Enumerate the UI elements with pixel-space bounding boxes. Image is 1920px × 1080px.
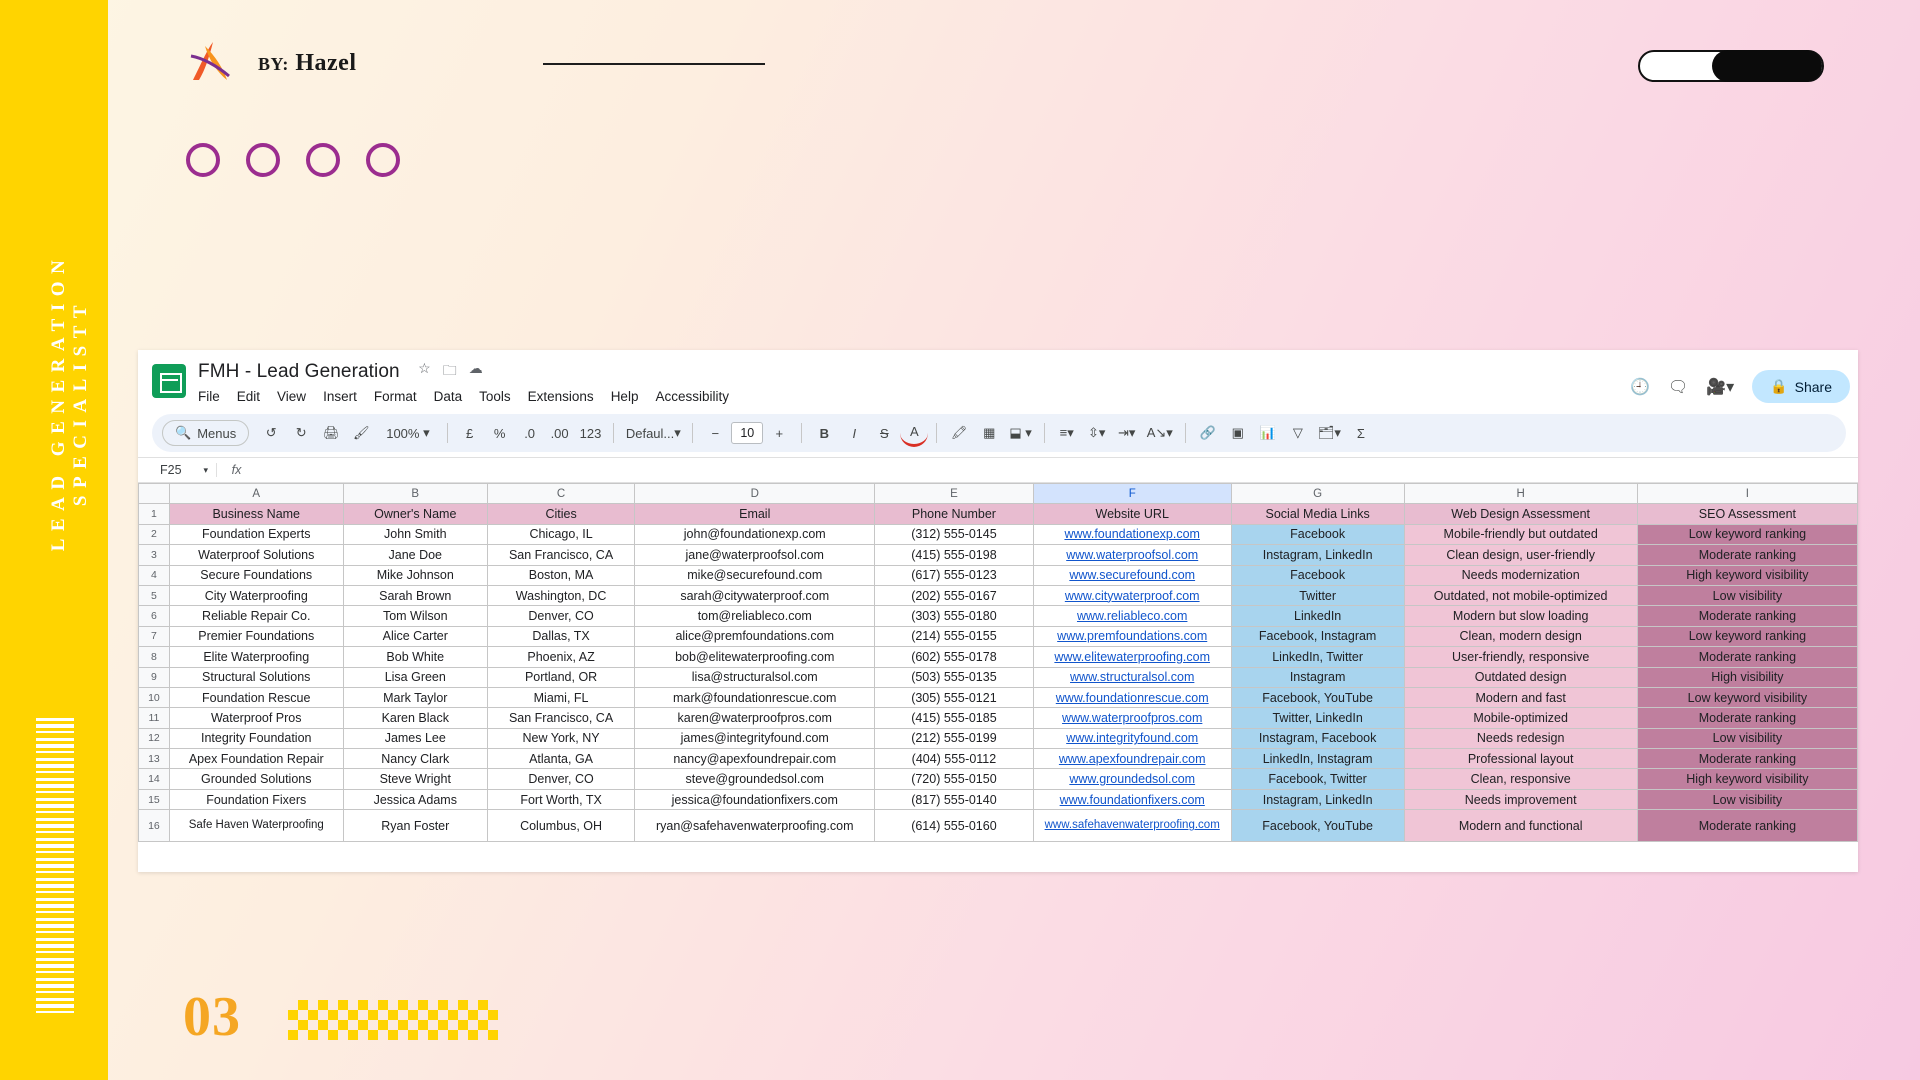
website-link[interactable]: www.premfoundations.com bbox=[1057, 629, 1208, 644]
table-row bbox=[139, 667, 1858, 687]
row-header-1[interactable]: 1 bbox=[139, 504, 170, 524]
circle-4 bbox=[366, 143, 400, 177]
website-link[interactable]: www.apexfoundrepair.com bbox=[1058, 751, 1206, 766]
cell-website-url[interactable] bbox=[1033, 667, 1231, 687]
italic-button[interactable]: I bbox=[852, 425, 857, 441]
percent-format-button[interactable]: % bbox=[493, 425, 506, 441]
cell-web-design-assessment[interactable]: Modern and fast bbox=[1404, 687, 1637, 707]
cell-business-name[interactable]: City Waterproofing bbox=[169, 585, 343, 605]
menu-help[interactable]: Help bbox=[610, 389, 639, 404]
cell-business-name[interactable]: Elite Waterproofing bbox=[169, 647, 343, 667]
menu-format[interactable]: Format bbox=[373, 389, 417, 404]
formula-bar bbox=[138, 457, 1858, 483]
cloud-saved-icon[interactable]: ☁ bbox=[468, 360, 483, 376]
website-link[interactable]: www.elitewaterproofing.com bbox=[1054, 649, 1211, 664]
table-row bbox=[139, 545, 1858, 565]
decrease-decimal-button[interactable]: .0 bbox=[524, 425, 536, 441]
cell-seo-assessment[interactable]: Moderate ranking bbox=[1637, 708, 1857, 728]
header-web-design-assessment[interactable]: Web Design Assessment bbox=[1404, 504, 1637, 524]
currency-format-button[interactable]: £ bbox=[465, 425, 474, 441]
filter-icon[interactable]: ▽ bbox=[1292, 425, 1303, 440]
cell-phone-number[interactable]: (602) 555-0178 bbox=[875, 647, 1033, 667]
cell-seo-assessment[interactable]: Low keyword visibility bbox=[1637, 687, 1857, 707]
table-row bbox=[139, 626, 1858, 646]
cell-phone-number[interactable]: (312) 555-0145 bbox=[875, 524, 1033, 544]
sigma-icon[interactable]: Σ bbox=[1356, 425, 1365, 441]
cell-cities[interactable]: Boston, MA bbox=[487, 565, 634, 585]
version-history-icon[interactable]: 🕘 bbox=[1630, 378, 1650, 396]
cell-social-media-links[interactable]: Facebook, Instagram bbox=[1231, 626, 1404, 646]
cell-owners-name[interactable]: Bob White bbox=[343, 647, 487, 667]
cell-social-media-links[interactable]: Twitter bbox=[1231, 585, 1404, 605]
name-box[interactable] bbox=[138, 463, 216, 477]
insert-link-icon[interactable]: 🔗 bbox=[1199, 425, 1216, 440]
header-phone-number[interactable]: Phone Number bbox=[875, 504, 1033, 524]
table-row bbox=[139, 647, 1858, 667]
column-header-row bbox=[139, 484, 1858, 504]
cell-social-media-links[interactable]: Facebook, YouTube bbox=[1231, 810, 1404, 842]
circle-3 bbox=[306, 143, 340, 177]
cell-cities[interactable]: Atlanta, GA bbox=[487, 749, 634, 769]
redo-icon[interactable]: ↻ bbox=[295, 425, 307, 440]
brand-logo-icon bbox=[183, 36, 237, 90]
cell-web-design-assessment[interactable]: Professional layout bbox=[1404, 749, 1637, 769]
cell-seo-assessment[interactable]: High visibility bbox=[1637, 667, 1857, 687]
header-website-url[interactable]: Website URL bbox=[1033, 504, 1231, 524]
cell-website-url[interactable] bbox=[1033, 749, 1231, 769]
cell-web-design-assessment[interactable]: Clean, responsive bbox=[1404, 769, 1637, 789]
cell-email[interactable]: james@integrityfound.com bbox=[635, 728, 875, 748]
slide-side-title: LEAD GENERATION SPECIALISTT bbox=[48, 252, 91, 552]
cell-website-url[interactable] bbox=[1033, 626, 1231, 646]
cell-business-name[interactable]: Apex Foundation Repair bbox=[169, 749, 343, 769]
cell-cities[interactable]: San Francisco, CA bbox=[487, 545, 634, 565]
cell-social-media-links[interactable]: LinkedIn bbox=[1231, 606, 1404, 626]
cell-business-name[interactable]: Integrity Foundation bbox=[169, 728, 343, 748]
table-row bbox=[139, 708, 1858, 728]
row-header-6[interactable]: 6 bbox=[139, 606, 170, 626]
cell-social-media-links[interactable]: LinkedIn, Twitter bbox=[1231, 647, 1404, 667]
cell-cities[interactable]: Dallas, TX bbox=[487, 626, 634, 646]
vertical-align-icon[interactable]: ⇳▾ bbox=[1088, 425, 1106, 440]
cell-email[interactable]: jessica@foundationfixers.com bbox=[635, 789, 875, 809]
cell-cities[interactable]: Washington, DC bbox=[487, 585, 634, 605]
cell-web-design-assessment[interactable]: User-friendly, responsive bbox=[1404, 647, 1637, 667]
strikethrough-button[interactable]: S bbox=[879, 425, 889, 441]
spreadsheet-body bbox=[139, 524, 1858, 841]
row-header-15[interactable]: 15 bbox=[139, 789, 170, 809]
document-title[interactable]: FMH - Lead Generation bbox=[198, 361, 400, 382]
star-icon[interactable]: ☆ bbox=[418, 360, 431, 376]
cell-website-url[interactable] bbox=[1033, 769, 1231, 789]
more-formats-button[interactable]: 123 bbox=[579, 425, 602, 441]
cell-social-media-links[interactable]: Instagram, LinkedIn bbox=[1231, 545, 1404, 565]
cell-web-design-assessment[interactable]: Mobile-friendly but outdated bbox=[1404, 524, 1637, 544]
website-link[interactable]: www.waterproofpros.com bbox=[1062, 710, 1203, 725]
cell-web-design-assessment[interactable]: Needs improvement bbox=[1404, 789, 1637, 809]
cell-website-url[interactable] bbox=[1033, 524, 1231, 544]
cell-business-name[interactable]: Secure Foundations bbox=[169, 565, 343, 585]
toggle-knob bbox=[1712, 50, 1822, 82]
cell-web-design-assessment[interactable]: Clean, modern design bbox=[1404, 626, 1637, 646]
search-icon: 🔍 bbox=[175, 425, 192, 440]
cell-owners-name[interactable]: James Lee bbox=[343, 728, 487, 748]
horizontal-align-icon[interactable]: ≡▾ bbox=[1059, 425, 1074, 440]
cell-business-name[interactable]: Reliable Repair Co. bbox=[169, 606, 343, 626]
name-box-value: F25 bbox=[160, 463, 182, 477]
cell-phone-number[interactable]: (614) 555-0160 bbox=[875, 810, 1033, 842]
row-header-3[interactable]: 3 bbox=[139, 545, 170, 565]
cell-business-name[interactable]: Safe Haven Waterproofing bbox=[169, 810, 343, 842]
fill-color-icon[interactable]: 🖍 bbox=[951, 425, 968, 440]
google-sheets-window bbox=[138, 350, 1858, 872]
cell-seo-assessment[interactable]: Moderate ranking bbox=[1637, 545, 1857, 565]
lock-icon: 🔒 bbox=[1770, 378, 1788, 394]
font-family-value: Defaul... bbox=[625, 425, 675, 441]
increase-font-size-button[interactable]: + bbox=[775, 425, 784, 441]
cell-web-design-assessment[interactable]: Modern but slow loading bbox=[1404, 606, 1637, 626]
cell-phone-number[interactable]: (415) 555-0185 bbox=[875, 708, 1033, 728]
cell-website-url[interactable] bbox=[1033, 687, 1231, 707]
chevron-down-icon[interactable]: ▾ bbox=[203, 464, 208, 475]
undo-icon[interactable]: ↺ bbox=[265, 425, 277, 440]
cell-social-media-links[interactable]: LinkedIn, Instagram bbox=[1231, 749, 1404, 769]
menu-file[interactable]: File bbox=[198, 389, 220, 404]
cell-email[interactable]: lisa@structuralsol.com bbox=[635, 667, 875, 687]
cell-owners-name[interactable]: Steve Wright bbox=[343, 769, 487, 789]
cell-social-media-links[interactable]: Instagram, LinkedIn bbox=[1231, 789, 1404, 809]
row-header-14[interactable]: 14 bbox=[139, 769, 170, 789]
cell-email[interactable]: steve@groundedsol.com bbox=[635, 769, 875, 789]
cell-owners-name[interactable]: Mark Taylor bbox=[343, 687, 487, 707]
cell-email[interactable]: mike@securefound.com bbox=[635, 565, 875, 585]
cell-cities[interactable]: Denver, CO bbox=[487, 606, 634, 626]
cell-social-media-links[interactable]: Facebook bbox=[1231, 565, 1404, 585]
header-business-name[interactable]: Business Name bbox=[169, 504, 343, 524]
cell-phone-number[interactable]: (303) 555-0180 bbox=[875, 606, 1033, 626]
cell-owners-name[interactable]: Karen Black bbox=[343, 708, 487, 728]
menu-insert[interactable]: Insert bbox=[323, 389, 357, 404]
table-row bbox=[139, 585, 1858, 605]
cell-cities[interactable]: Columbus, OH bbox=[487, 810, 634, 842]
toolbar-separator-3 bbox=[692, 423, 693, 443]
cell-email[interactable]: alice@premfoundations.com bbox=[635, 626, 875, 646]
cell-web-design-assessment[interactable]: Modern and functional bbox=[1404, 810, 1637, 842]
cell-owners-name[interactable]: Ryan Foster bbox=[343, 810, 487, 842]
checker-decoration bbox=[288, 1000, 498, 1040]
menu-extensions[interactable]: Extensions bbox=[527, 389, 594, 404]
cell-website-url[interactable] bbox=[1033, 728, 1231, 748]
fx-icon: fx bbox=[216, 463, 256, 477]
cell-cities[interactable]: Portland, OR bbox=[487, 667, 634, 687]
header-rule bbox=[543, 63, 765, 65]
website-link[interactable]: www.foundationrescue.com bbox=[1055, 690, 1209, 705]
cell-email[interactable]: john@foundationexp.com bbox=[635, 524, 875, 544]
toolbar-separator-4 bbox=[801, 423, 802, 443]
website-link[interactable]: www.waterproofsol.com bbox=[1066, 547, 1199, 562]
cell-web-design-assessment[interactable]: Outdated design bbox=[1404, 667, 1637, 687]
cell-phone-number[interactable]: (404) 555-0112 bbox=[875, 749, 1033, 769]
menu-view[interactable]: View bbox=[277, 389, 307, 404]
share-button[interactable] bbox=[1752, 370, 1850, 403]
zoom-value: 100% bbox=[386, 425, 420, 441]
cell-business-name[interactable]: Structural Solutions bbox=[169, 667, 343, 687]
menu-bar bbox=[198, 389, 729, 404]
website-link[interactable]: www.foundationfixers.com bbox=[1059, 792, 1205, 807]
cell-phone-number[interactable]: (202) 555-0167 bbox=[875, 585, 1033, 605]
cell-phone-number[interactable]: (214) 555-0155 bbox=[875, 626, 1033, 646]
circle-1 bbox=[186, 143, 220, 177]
toolbar-separator-5 bbox=[936, 423, 937, 443]
cell-phone-number[interactable]: (720) 555-0150 bbox=[875, 769, 1033, 789]
cell-owners-name[interactable]: Alice Carter bbox=[343, 626, 487, 646]
cell-social-media-links[interactable]: Facebook, Twitter bbox=[1231, 769, 1404, 789]
zoom-control[interactable]: 100% ▾ bbox=[386, 425, 430, 441]
cell-email[interactable]: bob@elitewaterproofing.com bbox=[635, 647, 875, 667]
cell-website-url[interactable] bbox=[1033, 810, 1231, 842]
cell-email[interactable]: nancy@apexfoundrepair.com bbox=[635, 749, 875, 769]
cell-business-name[interactable]: Foundation Fixers bbox=[169, 789, 343, 809]
cell-cities[interactable]: New York, NY bbox=[487, 728, 634, 748]
share-button-label: Share bbox=[1794, 378, 1832, 395]
menu-accessibility[interactable]: Accessibility bbox=[655, 389, 729, 404]
header-cities[interactable]: Cities bbox=[487, 504, 634, 524]
byline-name: Hazel bbox=[295, 50, 357, 76]
cell-website-url[interactable] bbox=[1033, 565, 1231, 585]
circle-decorations bbox=[186, 143, 400, 177]
cell-seo-assessment[interactable]: Low visibility bbox=[1637, 728, 1857, 748]
cell-email[interactable]: tom@reliableco.com bbox=[635, 606, 875, 626]
table-row bbox=[139, 687, 1858, 707]
cell-owners-name[interactable]: Tom Wilson bbox=[343, 606, 487, 626]
borders-icon[interactable]: ▦ bbox=[983, 425, 996, 440]
circle-2 bbox=[246, 143, 280, 177]
row-header-4[interactable]: 4 bbox=[139, 565, 170, 585]
title-icon-group bbox=[418, 360, 483, 384]
row-header-11[interactable]: 11 bbox=[139, 708, 170, 728]
cell-seo-assessment[interactable]: Moderate ranking bbox=[1637, 810, 1857, 842]
menus-label: Menus bbox=[197, 425, 237, 441]
cell-owners-name[interactable]: Nancy Clark bbox=[343, 749, 487, 769]
table-row bbox=[139, 524, 1858, 544]
sheets-app-icon bbox=[152, 364, 186, 398]
sheets-top-right-actions bbox=[1630, 370, 1850, 403]
website-link[interactable]: www.groundedsol.com bbox=[1069, 772, 1196, 787]
cell-seo-assessment[interactable]: Low visibility bbox=[1637, 585, 1857, 605]
cell-web-design-assessment[interactable]: Outdated, not mobile-optimized bbox=[1404, 585, 1637, 605]
meet-camera-icon[interactable]: 🎥▾ bbox=[1706, 378, 1735, 396]
column-header-d[interactable]: D bbox=[635, 484, 875, 504]
row-header-9[interactable]: 9 bbox=[139, 667, 170, 687]
column-header-g[interactable]: G bbox=[1231, 484, 1404, 504]
row-header-16[interactable]: 16 bbox=[139, 810, 170, 842]
website-link[interactable]: www.safehavenwaterproofing.com bbox=[1044, 819, 1220, 832]
cell-owners-name[interactable]: Mike Johnson bbox=[343, 565, 487, 585]
print-icon[interactable]: 🖨 bbox=[322, 425, 340, 440]
cell-email[interactable]: sarah@citywaterproof.com bbox=[635, 585, 875, 605]
cell-business-name[interactable]: Grounded Solutions bbox=[169, 769, 343, 789]
byline bbox=[258, 50, 357, 77]
cell-seo-assessment[interactable]: High keyword visibility bbox=[1637, 769, 1857, 789]
table-row bbox=[139, 728, 1858, 748]
cell-phone-number[interactable]: (212) 555-0199 bbox=[875, 728, 1033, 748]
cell-cities[interactable]: Phoenix, AZ bbox=[487, 647, 634, 667]
text-color-button[interactable]: A bbox=[900, 419, 928, 447]
column-header-e[interactable]: E bbox=[875, 484, 1033, 504]
row-header-10[interactable]: 10 bbox=[139, 687, 170, 707]
cell-email[interactable]: jane@waterproofsol.com bbox=[635, 545, 875, 565]
cell-owners-name[interactable]: Sarah Brown bbox=[343, 585, 487, 605]
cell-phone-number[interactable]: (617) 555-0123 bbox=[875, 565, 1033, 585]
table-header-row bbox=[139, 504, 1858, 524]
column-header-i[interactable]: I bbox=[1637, 484, 1857, 504]
row-header-12[interactable]: 12 bbox=[139, 728, 170, 748]
menu-edit[interactable]: Edit bbox=[236, 389, 261, 404]
toolbar-separator-2 bbox=[613, 423, 614, 443]
cell-phone-number[interactable]: (817) 555-0140 bbox=[875, 789, 1033, 809]
font-family-select[interactable]: Defaul... ▾ bbox=[625, 425, 681, 441]
cell-cities[interactable]: San Francisco, CA bbox=[487, 708, 634, 728]
header-toggle[interactable] bbox=[1638, 50, 1824, 82]
select-all-corner[interactable] bbox=[139, 484, 170, 504]
cell-website-url[interactable] bbox=[1033, 789, 1231, 809]
cell-social-media-links[interactable]: Facebook, YouTube bbox=[1231, 687, 1404, 707]
header-seo-assessment[interactable]: SEO Assessment bbox=[1637, 504, 1857, 524]
cell-web-design-assessment[interactable]: Needs redesign bbox=[1404, 728, 1637, 748]
row-header-8[interactable]: 8 bbox=[139, 647, 170, 667]
cell-web-design-assessment[interactable]: Needs modernization bbox=[1404, 565, 1637, 585]
column-header-h[interactable]: H bbox=[1404, 484, 1637, 504]
move-to-folder-icon[interactable]: 🗀 bbox=[442, 362, 457, 378]
menu-data[interactable]: Data bbox=[433, 389, 463, 404]
website-link[interactable]: www.reliableco.com bbox=[1076, 609, 1188, 624]
cell-website-url[interactable] bbox=[1033, 708, 1231, 728]
page-number: 03 bbox=[183, 986, 241, 1048]
header-owners-name[interactable]: Owner's Name bbox=[343, 504, 487, 524]
cell-owners-name[interactable]: John Smith bbox=[343, 524, 487, 544]
row-header-7[interactable]: 7 bbox=[139, 626, 170, 646]
table-row bbox=[139, 789, 1858, 809]
cell-seo-assessment[interactable]: Moderate ranking bbox=[1637, 647, 1857, 667]
byline-prefix: BY: bbox=[258, 54, 289, 74]
website-link[interactable]: www.citywaterproof.com bbox=[1064, 588, 1200, 603]
cell-social-media-links[interactable]: Instagram bbox=[1231, 667, 1404, 687]
cell-seo-assessment[interactable]: Low visibility bbox=[1637, 789, 1857, 809]
cell-seo-assessment[interactable]: High keyword visibility bbox=[1637, 565, 1857, 585]
cell-social-media-links[interactable]: Facebook bbox=[1231, 524, 1404, 544]
cell-owners-name[interactable]: Lisa Green bbox=[343, 667, 487, 687]
cell-email[interactable]: mark@foundationrescue.com bbox=[635, 687, 875, 707]
cell-seo-assessment[interactable]: Low keyword ranking bbox=[1637, 626, 1857, 646]
header-social-media-links[interactable]: Social Media Links bbox=[1231, 504, 1404, 524]
cell-business-name[interactable]: Foundation Experts bbox=[169, 524, 343, 544]
cell-owners-name[interactable]: Jessica Adams bbox=[343, 789, 487, 809]
column-header-c[interactable]: C bbox=[487, 484, 634, 504]
cell-phone-number[interactable]: (305) 555-0121 bbox=[875, 687, 1033, 707]
toolbar-separator-1 bbox=[447, 423, 448, 443]
website-link[interactable]: www.securefound.com bbox=[1069, 568, 1196, 583]
cell-cities[interactable]: Miami, FL bbox=[487, 687, 634, 707]
text-wrap-icon[interactable]: ⇥▾ bbox=[1118, 425, 1136, 440]
column-header-f[interactable]: F bbox=[1033, 484, 1231, 504]
cell-cities[interactable]: Denver, CO bbox=[487, 769, 634, 789]
cell-seo-assessment[interactable]: Moderate ranking bbox=[1637, 606, 1857, 626]
cell-phone-number[interactable]: (415) 555-0198 bbox=[875, 545, 1033, 565]
cell-social-media-links[interactable]: Instagram, Facebook bbox=[1231, 728, 1404, 748]
row-header-13[interactable]: 13 bbox=[139, 749, 170, 769]
table-row bbox=[139, 749, 1858, 769]
text-rotation-icon[interactable]: A↘▾ bbox=[1146, 425, 1173, 440]
cell-email[interactable]: karen@waterproofpros.com bbox=[635, 708, 875, 728]
cell-business-name[interactable]: Waterproof Pros bbox=[169, 708, 343, 728]
cell-email[interactable]: ryan@safehavenwaterproofing.com bbox=[635, 810, 875, 842]
toolbar-separator-6 bbox=[1044, 423, 1045, 443]
website-link[interactable]: www.structuralsol.com bbox=[1070, 670, 1195, 685]
sheets-header bbox=[138, 350, 1858, 412]
cell-web-design-assessment[interactable]: Clean design, user-friendly bbox=[1404, 545, 1637, 565]
column-header-a[interactable]: A bbox=[169, 484, 343, 504]
cell-cities[interactable]: Chicago, IL bbox=[487, 524, 634, 544]
cell-social-media-links[interactable]: Twitter, LinkedIn bbox=[1231, 708, 1404, 728]
menus-search-chip[interactable] bbox=[162, 420, 249, 446]
table-row bbox=[139, 810, 1858, 842]
table-row bbox=[139, 606, 1858, 626]
header-email[interactable]: Email bbox=[635, 504, 875, 524]
cell-cities[interactable]: Fort Worth, TX bbox=[487, 789, 634, 809]
cell-phone-number[interactable]: (503) 555-0135 bbox=[875, 667, 1033, 687]
table-row bbox=[139, 565, 1858, 585]
column-header-b[interactable]: B bbox=[343, 484, 487, 504]
comment-icon[interactable]: 🗨 bbox=[1667, 378, 1689, 396]
bold-button[interactable]: B bbox=[819, 425, 829, 441]
row-header-2[interactable]: 2 bbox=[139, 524, 170, 544]
paint-format-icon[interactable]: 🖌 bbox=[352, 425, 370, 440]
merge-cells-icon[interactable]: ⬓ ▾ bbox=[1009, 425, 1032, 440]
website-link[interactable]: www.foundationexp.com bbox=[1064, 527, 1200, 542]
cell-business-name[interactable]: Foundation Rescue bbox=[169, 687, 343, 707]
font-size-input[interactable]: 10 bbox=[731, 422, 763, 444]
menu-tools[interactable]: Tools bbox=[479, 389, 511, 404]
toolbar-separator-7 bbox=[1185, 423, 1186, 443]
website-link[interactable]: www.integrityfound.com bbox=[1066, 731, 1199, 746]
cell-seo-assessment[interactable]: Moderate ranking bbox=[1637, 749, 1857, 769]
cell-business-name[interactable]: Waterproof Solutions bbox=[169, 545, 343, 565]
insert-comment-icon[interactable]: ▣ bbox=[1231, 425, 1244, 440]
table-row bbox=[139, 769, 1858, 789]
insert-chart-icon[interactable]: 📊 bbox=[1259, 425, 1276, 440]
cell-business-name[interactable]: Premier Foundations bbox=[169, 626, 343, 646]
increase-decimal-button[interactable]: .00 bbox=[550, 425, 569, 441]
cell-website-url[interactable] bbox=[1033, 647, 1231, 667]
cell-website-url[interactable] bbox=[1033, 585, 1231, 605]
decrease-font-size-button[interactable]: − bbox=[711, 425, 720, 441]
cell-website-url[interactable] bbox=[1033, 606, 1231, 626]
cell-owners-name[interactable]: Jane Doe bbox=[343, 545, 487, 565]
spreadsheet-grid bbox=[138, 483, 1858, 842]
sheets-title-block bbox=[198, 360, 729, 404]
sheets-toolbar bbox=[152, 414, 1846, 452]
cell-website-url[interactable] bbox=[1033, 545, 1231, 565]
cell-seo-assessment[interactable]: Low keyword ranking bbox=[1637, 524, 1857, 544]
barcode-decoration bbox=[36, 718, 74, 1018]
cell-web-design-assessment[interactable]: Mobile-optimized bbox=[1404, 708, 1637, 728]
row-header-5[interactable]: 5 bbox=[139, 585, 170, 605]
functions-icon[interactable]: 🗂▾ bbox=[1317, 425, 1341, 440]
